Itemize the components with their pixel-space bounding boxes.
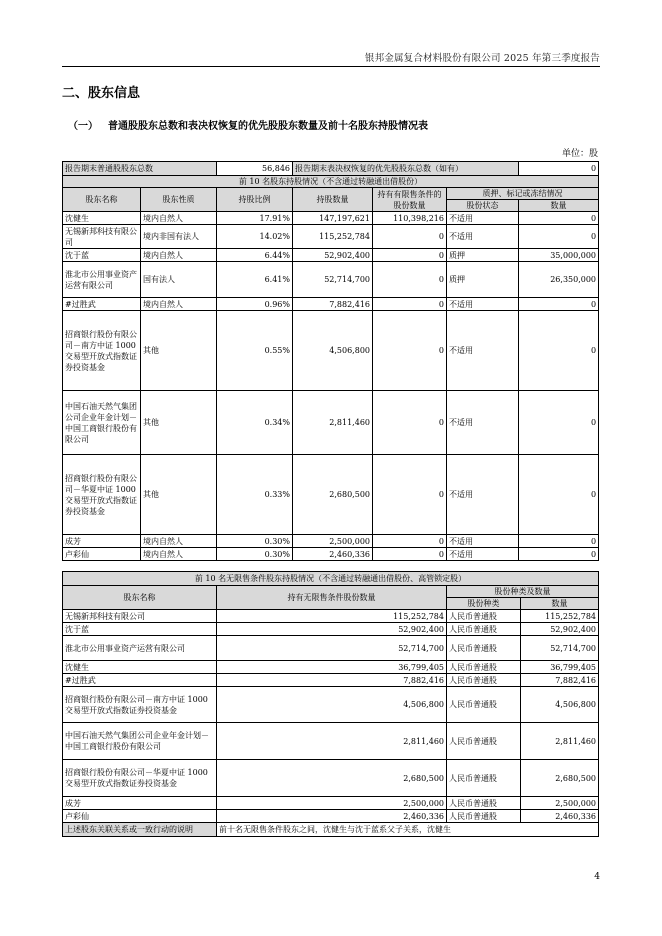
shareholder-nature: 其他 — [141, 391, 217, 455]
holding-ratio: 0.96% — [217, 298, 293, 311]
unrestricted-quantity: 4,506,800 — [217, 687, 447, 723]
shareholder-name: 无锡新邦科技有限公司 — [63, 225, 141, 249]
pledge-quantity: 0 — [519, 535, 599, 548]
shareholder-name: 沈健生 — [63, 661, 217, 674]
share-type: 人民币普通股 — [447, 797, 521, 810]
share-type-quantity: 52,714,700 — [521, 636, 599, 661]
col-header-pledge-group: 质押、标记或冻结情况 — [447, 188, 599, 200]
col-header-restricted: 持有有限售条件的股份数量 — [373, 188, 447, 212]
shareholder-nature: 国有法人 — [141, 262, 217, 298]
shareholder-name: 招商银行股份有限公司－南方中证 1000 交易型开放式指数证券投资基金 — [63, 311, 141, 391]
holding-ratio: 0.33% — [217, 455, 293, 535]
table-row — [63, 548, 599, 561]
top10-section-title: 前 10 名股东持股情况（不含通过转融通出借股份） — [63, 176, 599, 188]
restricted-quantity: 0 — [373, 391, 447, 455]
col-header-pledge-qty: 数量 — [519, 200, 599, 212]
shareholder-name: #过胜武 — [63, 674, 217, 687]
table-row — [63, 723, 599, 760]
shareholder-name: 沈于蓝 — [63, 249, 141, 262]
pledge-quantity: 0 — [519, 391, 599, 455]
pledge-status: 不适用 — [447, 225, 519, 249]
subsection-title — [68, 117, 428, 132]
shareholder-name: 无锡新邦科技有限公司 — [63, 610, 217, 623]
shareholder-nature: 境内自然人 — [141, 298, 217, 311]
top10-header-row — [63, 188, 599, 200]
unrestricted-quantity: 7,882,416 — [217, 674, 447, 687]
shareholder-nature: 境内自然人 — [141, 249, 217, 262]
share-type: 人民币普通股 — [447, 623, 521, 636]
shareholder-nature: 境内自然人 — [141, 548, 217, 561]
pledge-quantity: 35,000,000 — [519, 249, 599, 262]
restricted-quantity: 0 — [373, 455, 447, 535]
col-header-unrestricted-qty: 持有无限售条件股份数量 — [217, 586, 447, 610]
pledge-status: 不适用 — [447, 311, 519, 391]
pledge-status: 质押 — [447, 249, 519, 262]
holding-ratio: 14.02% — [217, 225, 293, 249]
relation-row — [63, 823, 599, 837]
relation-text: 前十名无限售条件股东之间，沈健生与沈于蓝系父子关系，沈健生 — [217, 823, 599, 837]
pledge-status: 不适用 — [447, 455, 519, 535]
shareholder-name: 中国石油天然气集团公司企业年金计划－中国工商银行股份有限公司 — [63, 723, 217, 760]
table-row — [63, 760, 599, 797]
holding-ratio: 0.55% — [217, 311, 293, 391]
shareholder-name: 淮北市公用事业资产运营有限公司 — [63, 262, 141, 298]
col-header-ratio: 持股比例 — [217, 188, 293, 212]
unrestricted-section-row — [63, 572, 599, 586]
common-holders-label: 报告期末普通股股东总数 — [63, 162, 217, 176]
restricted-quantity: 110,398,216 — [373, 212, 447, 225]
shareholder-name: 招商银行股份有限公司－华夏中证 1000 交易型开放式指数证券投资基金 — [63, 760, 217, 797]
share-type: 人民币普通股 — [447, 661, 521, 674]
share-type-quantity: 36,799,405 — [521, 661, 599, 674]
restricted-quantity: 0 — [373, 548, 447, 561]
restricted-quantity: 0 — [373, 535, 447, 548]
pledge-quantity: 0 — [519, 455, 599, 535]
unrestricted-quantity: 2,500,000 — [217, 797, 447, 810]
share-type: 人民币普通股 — [447, 760, 521, 797]
pledge-quantity: 26,350,000 — [519, 262, 599, 298]
shareholder-name: 卢彩仙 — [63, 548, 141, 561]
common-holders-value: 56,846 — [217, 162, 293, 176]
holding-ratio: 0.30% — [217, 535, 293, 548]
holding-quantity: 7,882,416 — [293, 298, 373, 311]
share-type-quantity: 2,460,336 — [521, 810, 599, 823]
unrestricted-quantity: 52,902,400 — [217, 623, 447, 636]
table-row — [63, 391, 599, 455]
shareholder-name: 成芳 — [63, 797, 217, 810]
holding-ratio: 6.44% — [217, 249, 293, 262]
pledge-quantity: 0 — [519, 225, 599, 249]
unrestricted-section-title: 前 10 名无限售条件股东持股情况（不含通过转融通出借股份、高管锁定股） — [63, 572, 599, 586]
holding-ratio: 0.34% — [217, 391, 293, 455]
header-divider — [62, 66, 600, 67]
pledge-quantity: 0 — [519, 212, 599, 225]
unrestricted-quantity: 2,680,500 — [217, 760, 447, 797]
holding-quantity: 2,500,000 — [293, 535, 373, 548]
shareholder-name: 沈健生 — [63, 212, 141, 225]
subsection-number: （一） — [68, 121, 98, 132]
top10-section-row — [63, 176, 599, 188]
holding-ratio: 6.41% — [217, 262, 293, 298]
restricted-quantity: 0 — [373, 249, 447, 262]
shareholder-name: 淮北市公用事业资产运营有限公司 — [63, 636, 217, 661]
shareholder-nature: 其他 — [141, 455, 217, 535]
share-type: 人民币普通股 — [447, 610, 521, 623]
unrestricted-header-row — [63, 586, 599, 598]
pledge-status: 不适用 — [447, 298, 519, 311]
table-row — [63, 623, 599, 636]
col-header-quantity: 持股数量 — [293, 188, 373, 212]
table-row — [63, 661, 599, 674]
col-header-name: 股东名称 — [63, 188, 141, 212]
share-type-quantity: 7,882,416 — [521, 674, 599, 687]
table-row — [63, 687, 599, 723]
table-row — [63, 797, 599, 810]
shareholder-nature: 境内非国有法人 — [141, 225, 217, 249]
shareholder-name: 招商银行股份有限公司－华夏中证 1000 交易型开放式指数证券投资基金 — [63, 455, 141, 535]
table-row — [63, 249, 599, 262]
col-header-type-group: 股份种类及数量 — [447, 586, 599, 598]
table-row — [63, 455, 599, 535]
restricted-quantity: 0 — [373, 225, 447, 249]
holding-quantity: 52,902,400 — [293, 249, 373, 262]
col-header-name: 股东名称 — [63, 586, 217, 610]
pledge-quantity: 0 — [519, 298, 599, 311]
preferred-holders-value: 0 — [519, 162, 599, 176]
holding-quantity: 2,811,460 — [293, 391, 373, 455]
share-type: 人民币普通股 — [447, 636, 521, 661]
table-row — [63, 212, 599, 225]
shareholder-name: #过胜武 — [63, 298, 141, 311]
pledge-status: 质押 — [447, 262, 519, 298]
holding-quantity: 115,252,784 — [293, 225, 373, 249]
top10-unrestricted-table — [62, 571, 599, 837]
subsection-text: 普通股股东总数和表决权恢复的优先股股东数量及前十名股东持股情况表 — [108, 121, 428, 132]
holding-quantity: 147,197,621 — [293, 212, 373, 225]
section-title: 二、股东信息 — [62, 86, 141, 101]
holding-ratio: 17.91% — [217, 212, 293, 225]
share-type-quantity: 2,680,500 — [521, 760, 599, 797]
holding-quantity: 4,506,800 — [293, 311, 373, 391]
holding-ratio: 0.30% — [217, 548, 293, 561]
restricted-quantity: 0 — [373, 298, 447, 311]
share-type-quantity: 2,811,460 — [521, 723, 599, 760]
table-row — [63, 225, 599, 249]
pledge-quantity: 0 — [519, 311, 599, 391]
share-type: 人民币普通股 — [447, 687, 521, 723]
table-row — [63, 674, 599, 687]
share-type-quantity: 2,500,000 — [521, 797, 599, 810]
table-row — [63, 810, 599, 823]
holding-quantity: 2,460,336 — [293, 548, 373, 561]
share-type-quantity: 115,252,784 — [521, 610, 599, 623]
unrestricted-quantity: 36,799,405 — [217, 661, 447, 674]
shareholder-name: 招商银行股份有限公司－南方中证 1000 交易型开放式指数证券投资基金 — [63, 687, 217, 723]
col-header-share-type: 股份种类 — [447, 598, 521, 610]
shareholder-name: 成芳 — [63, 535, 141, 548]
page-number: 4 — [594, 872, 600, 882]
pledge-status: 不适用 — [447, 548, 519, 561]
table-row — [63, 636, 599, 661]
col-header-pledge-status: 股份状态 — [447, 200, 519, 212]
top10-shareholders-table — [62, 161, 599, 561]
holding-quantity: 52,714,700 — [293, 262, 373, 298]
col-header-type-qty: 数量 — [521, 598, 599, 610]
col-header-nature: 股东性质 — [141, 188, 217, 212]
share-type-quantity: 52,902,400 — [521, 623, 599, 636]
shareholder-nature: 境内自然人 — [141, 212, 217, 225]
table-row — [63, 535, 599, 548]
restricted-quantity: 0 — [373, 311, 447, 391]
table-row — [63, 610, 599, 623]
unrestricted-quantity: 2,460,336 — [217, 810, 447, 823]
holding-quantity: 2,680,500 — [293, 455, 373, 535]
unrestricted-quantity: 52,714,700 — [217, 636, 447, 661]
report-header-title: 银邦金属复合材料股份有限公司 2025 年第三季度报告 — [364, 53, 600, 64]
unrestricted-quantity: 115,252,784 — [217, 610, 447, 623]
share-type: 人民币普通股 — [447, 674, 521, 687]
pledge-quantity: 0 — [519, 548, 599, 561]
share-type-quantity: 4,506,800 — [521, 687, 599, 723]
shareholder-name: 沈于蓝 — [63, 623, 217, 636]
share-type: 人民币普通股 — [447, 810, 521, 823]
table-row — [63, 298, 599, 311]
unrestricted-quantity: 2,811,460 — [217, 723, 447, 760]
table-row — [63, 311, 599, 391]
share-type: 人民币普通股 — [447, 723, 521, 760]
table-row — [63, 262, 599, 298]
shareholder-name: 卢彩仙 — [63, 810, 217, 823]
shareholder-name: 中国石油天然气集团公司企业年金计划－中国工商银行股份有限公司 — [63, 391, 141, 455]
shareholder-nature: 其他 — [141, 311, 217, 391]
pledge-status: 不适用 — [447, 212, 519, 225]
preferred-holders-label: 报告期末表决权恢复的优先股股东总数（如有） — [293, 162, 519, 176]
shareholder-nature: 境内自然人 — [141, 535, 217, 548]
restricted-quantity: 0 — [373, 262, 447, 298]
pledge-status: 不适用 — [447, 391, 519, 455]
relation-label: 上述股东关联关系或一致行动的说明 — [63, 823, 217, 837]
summary-row — [63, 162, 599, 176]
pledge-status: 不适用 — [447, 535, 519, 548]
unit-label: 单位：股 — [561, 149, 598, 159]
